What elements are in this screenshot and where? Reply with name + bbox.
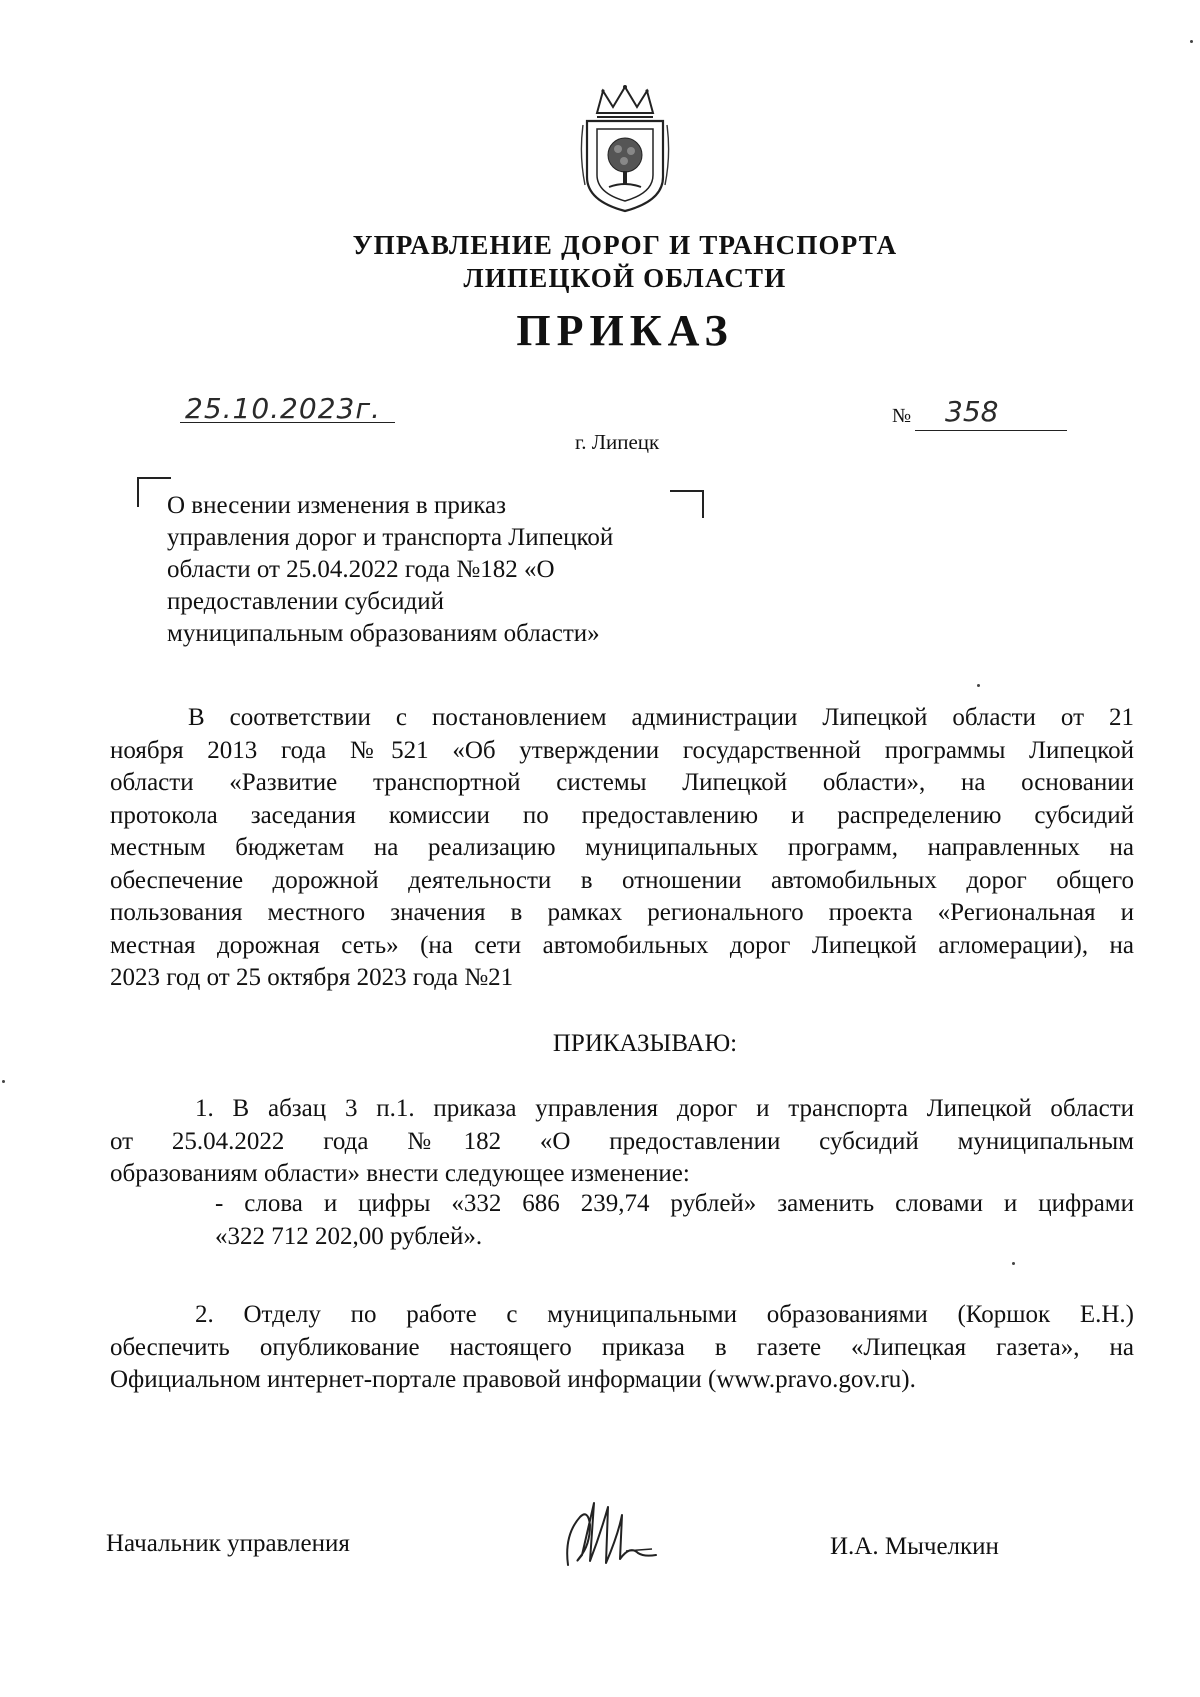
order-word: ПРИКАЗЫВАЮ: bbox=[552, 1030, 738, 1057]
item2-line: обеспечить опубликование настоящего приказа в газете «Липецкая газета», на bbox=[110, 1333, 1134, 1361]
preamble-line: местная дорожная сеть» (на сети автомобильных дорог Липецкой агломерации), на bbox=[110, 931, 1134, 959]
subject-block bbox=[167, 490, 697, 650]
preamble-paragraph bbox=[110, 702, 1134, 995]
preamble-line: пользования местного значения в рамках регионального проекта «Региональная и bbox=[110, 899, 1134, 926]
subject-line: области от 25.04.2022 года №182 «О bbox=[167, 556, 555, 583]
preamble-line: области «Развитие транспортной системы Липецкой области», на основании bbox=[110, 769, 1134, 796]
item1-line: от 25.04.2022 года №182 «О предоставлении субсидий муниципальным bbox=[110, 1127, 1134, 1155]
preamble-line: протокола заседания комиссии по предоставлению и распределению субсидий bbox=[110, 801, 1134, 829]
subject-line: предоставлении субсидий bbox=[167, 588, 444, 615]
coat-of-arms-emblem bbox=[575, 85, 675, 215]
preamble-line: В соответствии с постановлением администрации Липецкой области от 21 bbox=[188, 704, 1134, 731]
number-underline bbox=[915, 430, 1067, 431]
item1-line: 1. В абзац 3 п.1. приказа управления дорог и транспорта Липецкой области bbox=[195, 1095, 1134, 1122]
preamble-line: 2023 год от 25 октября 2023 года №21 bbox=[110, 964, 514, 991]
item1-change-line: «322 712 202,00 рублей». bbox=[215, 1222, 483, 1250]
document-type-title: ПРИКАЗ bbox=[516, 306, 734, 355]
signatory-title: Начальник управления bbox=[106, 1530, 350, 1557]
scan-speck bbox=[977, 684, 980, 687]
item1-line: образованиям области» внести следующее изменение: bbox=[110, 1160, 690, 1187]
organization-name-line2: ЛИПЕЦКОЙ ОБЛАСТИ bbox=[463, 263, 787, 293]
scan-speck bbox=[1190, 40, 1193, 43]
subject-bracket-left bbox=[137, 477, 171, 507]
handwritten-date: 25.10.2023г. bbox=[185, 392, 381, 425]
handwritten-signature bbox=[560, 1495, 670, 1575]
scan-speck bbox=[2, 1080, 5, 1083]
number-label: № bbox=[892, 405, 912, 427]
subject-line: муниципальным образованиям области» bbox=[167, 620, 600, 647]
organization-name-line1: УПРАВЛЕНИЕ ДОРОГ И ТРАНСПОРТА bbox=[352, 230, 898, 260]
preamble-line: ноября 2013 года №521 «Об утверждении государственной программы Липецкой bbox=[110, 736, 1134, 764]
subject-line: управления дорог и транспорта Липецкой bbox=[167, 524, 614, 551]
subject-line: О внесении изменения в приказ bbox=[167, 492, 506, 519]
preamble-line: обеспечение дорожной деятельности в отношении автомобильных дорог общего bbox=[110, 866, 1134, 894]
scan-speck bbox=[1012, 1262, 1015, 1265]
handwritten-number: 358 bbox=[945, 395, 999, 428]
preamble-line: местным бюджетам на реализацию муниципальных программ, направленных на bbox=[110, 834, 1134, 861]
item1-change-block bbox=[215, 1188, 1134, 1253]
item1-change-line: - слова и цифры «332 686 239,74 рублей» заменить словами и цифрами bbox=[215, 1190, 1134, 1217]
signatory-name: И.А. Мычелкин bbox=[830, 1533, 999, 1560]
item2-line: Официальном интернет-портале правовой информации (www.pravo.gov.ru). bbox=[110, 1366, 916, 1393]
item2-paragraph bbox=[110, 1299, 1134, 1397]
date-underline bbox=[180, 422, 395, 423]
item2-line: 2. Отделу по работе с муниципальными образованиями (Коршок Е.Н.) bbox=[195, 1301, 1134, 1328]
city-label: г. Липецк bbox=[575, 430, 660, 454]
item1-paragraph bbox=[110, 1093, 1134, 1191]
